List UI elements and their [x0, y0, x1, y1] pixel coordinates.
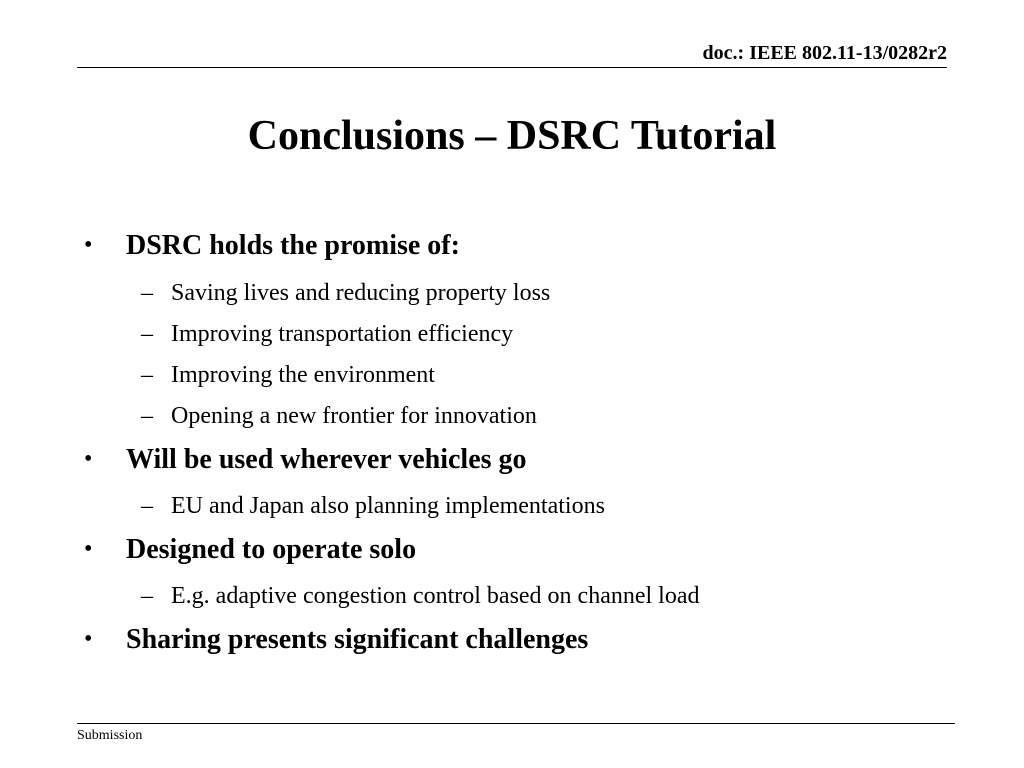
header-rule [77, 67, 947, 68]
bullet-text: Designed to operate solo [126, 534, 417, 565]
sub-bullet-marker: – [141, 321, 153, 347]
bullet-text: Will be used wherever vehicles go [126, 444, 527, 475]
sub-bullet-text: EU and Japan also planning implementations [171, 493, 605, 519]
sub-bullet-text: E.g. adaptive congestion control based on channel load [171, 583, 700, 609]
sub-bullet-marker: – [141, 280, 153, 306]
bullet-marker: • [84, 446, 93, 472]
sub-bullet-marker: – [141, 403, 153, 429]
bullet-marker: • [84, 536, 93, 562]
sub-bullet-text: Opening a new frontier for innovation [171, 403, 537, 429]
bullet-marker: • [84, 232, 93, 258]
sub-bullet-text: Saving lives and reducing property loss [171, 280, 551, 306]
sub-bullet-text: Improving the environment [171, 362, 435, 388]
bullet-text: Sharing presents significant challenges [126, 624, 589, 655]
sub-bullet-marker: – [141, 583, 153, 609]
footer-label: Submission [77, 728, 143, 743]
footer-rule [77, 723, 955, 724]
slide-title: Conclusions – DSRC Tutorial [247, 113, 777, 159]
document-header-id: doc.: IEEE 802.11-13/0282r2 [702, 42, 947, 64]
bullet-text: DSRC holds the promise of: [126, 230, 460, 261]
sub-bullet-text: Improving transportation efficiency [171, 321, 514, 347]
sub-bullet-marker: – [141, 493, 153, 519]
sub-bullet-marker: – [141, 362, 153, 388]
bullet-marker: • [84, 626, 93, 652]
